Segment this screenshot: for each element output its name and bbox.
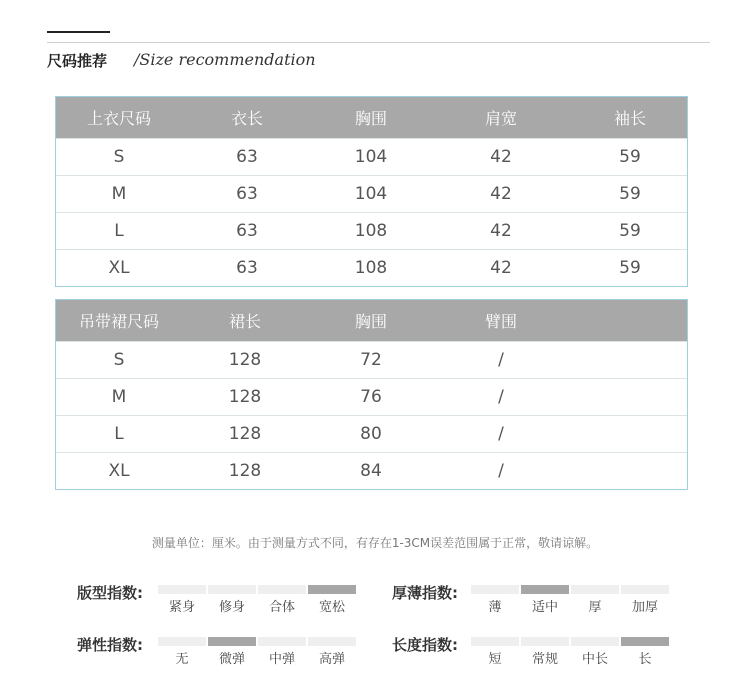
elasticity-option-label: 微弹 xyxy=(218,652,245,667)
table-cell: 72 xyxy=(360,350,382,370)
fit-option-label: 合体 xyxy=(268,600,295,615)
table-cell: 42 xyxy=(490,221,512,241)
header-cell: 袖长 xyxy=(613,109,646,128)
title-divider xyxy=(47,42,710,43)
page-title-en: /Size recommendation xyxy=(134,50,316,69)
table-row xyxy=(56,452,687,489)
length-option-label: 短 xyxy=(488,652,502,667)
elasticity-index-label: 弹性指数: xyxy=(77,636,143,654)
title-accent-bar xyxy=(47,31,110,33)
table-cell: 42 xyxy=(490,258,512,278)
thickness-option-label: 厚 xyxy=(588,600,602,615)
table-row xyxy=(56,138,687,175)
table-cell: 59 xyxy=(619,147,641,167)
elasticity-option-label: 中弹 xyxy=(268,652,295,667)
header-cell: 衣长 xyxy=(230,109,263,128)
thickness-option-label: 薄 xyxy=(488,600,502,615)
length-option-label: 长 xyxy=(638,652,652,667)
length-index-label: 长度指数: xyxy=(392,636,458,654)
fit-level-bar xyxy=(158,585,206,594)
table-cell: 63 xyxy=(236,184,258,204)
table-cell: 128 xyxy=(228,387,262,407)
length-option-label: 常规 xyxy=(531,652,558,667)
elasticity-option-label: 无 xyxy=(175,652,189,667)
header-cell: 上衣尺码 xyxy=(86,109,151,128)
table-header xyxy=(56,300,687,341)
measurement-note: 测量单位：厘米。由于测量方式不同，有存在1-3CM误差范围属于正常，敬请谅解。 xyxy=(151,536,599,550)
table-cell: L xyxy=(114,424,124,444)
header-cell: 胸围 xyxy=(354,312,387,331)
table-cell: 84 xyxy=(360,461,382,481)
table-cell: 76 xyxy=(360,387,382,407)
fit-level-bar xyxy=(308,585,356,594)
table-cell: / xyxy=(498,461,504,481)
table-cell: 104 xyxy=(354,184,388,204)
table-cell: / xyxy=(498,350,504,370)
table-cell: XL xyxy=(108,258,130,278)
table-cell: M xyxy=(111,387,127,407)
elasticity-level-bar xyxy=(258,637,306,646)
table-cell: XL xyxy=(108,461,130,481)
thickness-level-bar xyxy=(571,585,619,594)
length-level-bar xyxy=(621,637,669,646)
table-cell: 128 xyxy=(228,461,262,481)
table-cell: L xyxy=(114,221,124,241)
elasticity-level-bar xyxy=(158,637,206,646)
length-level-bar xyxy=(471,637,519,646)
header-cell: 臂围 xyxy=(484,312,517,331)
table-cell: 42 xyxy=(490,147,512,167)
thickness-level-bar xyxy=(521,585,569,594)
table-cell: 59 xyxy=(619,258,641,278)
elasticity-level-bar xyxy=(308,637,356,646)
top-size-table xyxy=(55,96,688,287)
fit-level-bar xyxy=(258,585,306,594)
fit-option-label: 宽松 xyxy=(318,600,345,615)
thickness-option-label: 适中 xyxy=(531,600,558,615)
length-option-label: 中长 xyxy=(581,652,608,667)
table-cell: 63 xyxy=(236,147,258,167)
thickness-level-bar xyxy=(471,585,519,594)
header-cell: 肩宽 xyxy=(484,109,517,128)
table-row xyxy=(56,212,687,249)
table-cell: S xyxy=(113,350,125,370)
table-header xyxy=(56,97,687,138)
table-cell: 59 xyxy=(619,184,641,204)
header-cell: 吊带裙尺码 xyxy=(78,312,159,331)
table-cell: 80 xyxy=(360,424,382,444)
table-cell: / xyxy=(498,424,504,444)
table-cell: 42 xyxy=(490,184,512,204)
table-cell: 63 xyxy=(236,221,258,241)
length-level-bar xyxy=(521,637,569,646)
thickness-option-label: 加厚 xyxy=(631,600,658,615)
table-row xyxy=(56,378,687,415)
table-cell: 128 xyxy=(228,350,262,370)
table-cell: 63 xyxy=(236,258,258,278)
table-cell: / xyxy=(498,387,504,407)
page-title-cn: 尺码推荐 xyxy=(47,52,108,70)
thickness-index-label: 厚薄指数: xyxy=(392,584,458,602)
table-cell: S xyxy=(113,147,125,167)
table-cell: 104 xyxy=(354,147,388,167)
table-cell: 108 xyxy=(354,221,388,241)
header-cell: 胸围 xyxy=(354,109,387,128)
table-cell: 128 xyxy=(228,424,262,444)
table-cell: M xyxy=(111,184,127,204)
fit-index-label: 版型指数: xyxy=(77,584,143,602)
thickness-level-bar xyxy=(621,585,669,594)
table-cell: 108 xyxy=(354,258,388,278)
fit-option-label: 紧身 xyxy=(168,600,195,615)
fit-option-label: 修身 xyxy=(218,600,245,615)
table-cell: 59 xyxy=(619,221,641,241)
table-row xyxy=(56,249,687,286)
table-row xyxy=(56,175,687,212)
elasticity-option-label: 高弹 xyxy=(318,652,345,667)
elasticity-level-bar xyxy=(208,637,256,646)
table-row xyxy=(56,415,687,452)
length-level-bar xyxy=(571,637,619,646)
skirt-size-table xyxy=(55,299,688,490)
table-row xyxy=(56,341,687,378)
fit-level-bar xyxy=(208,585,256,594)
header-cell: 裙长 xyxy=(228,312,261,331)
